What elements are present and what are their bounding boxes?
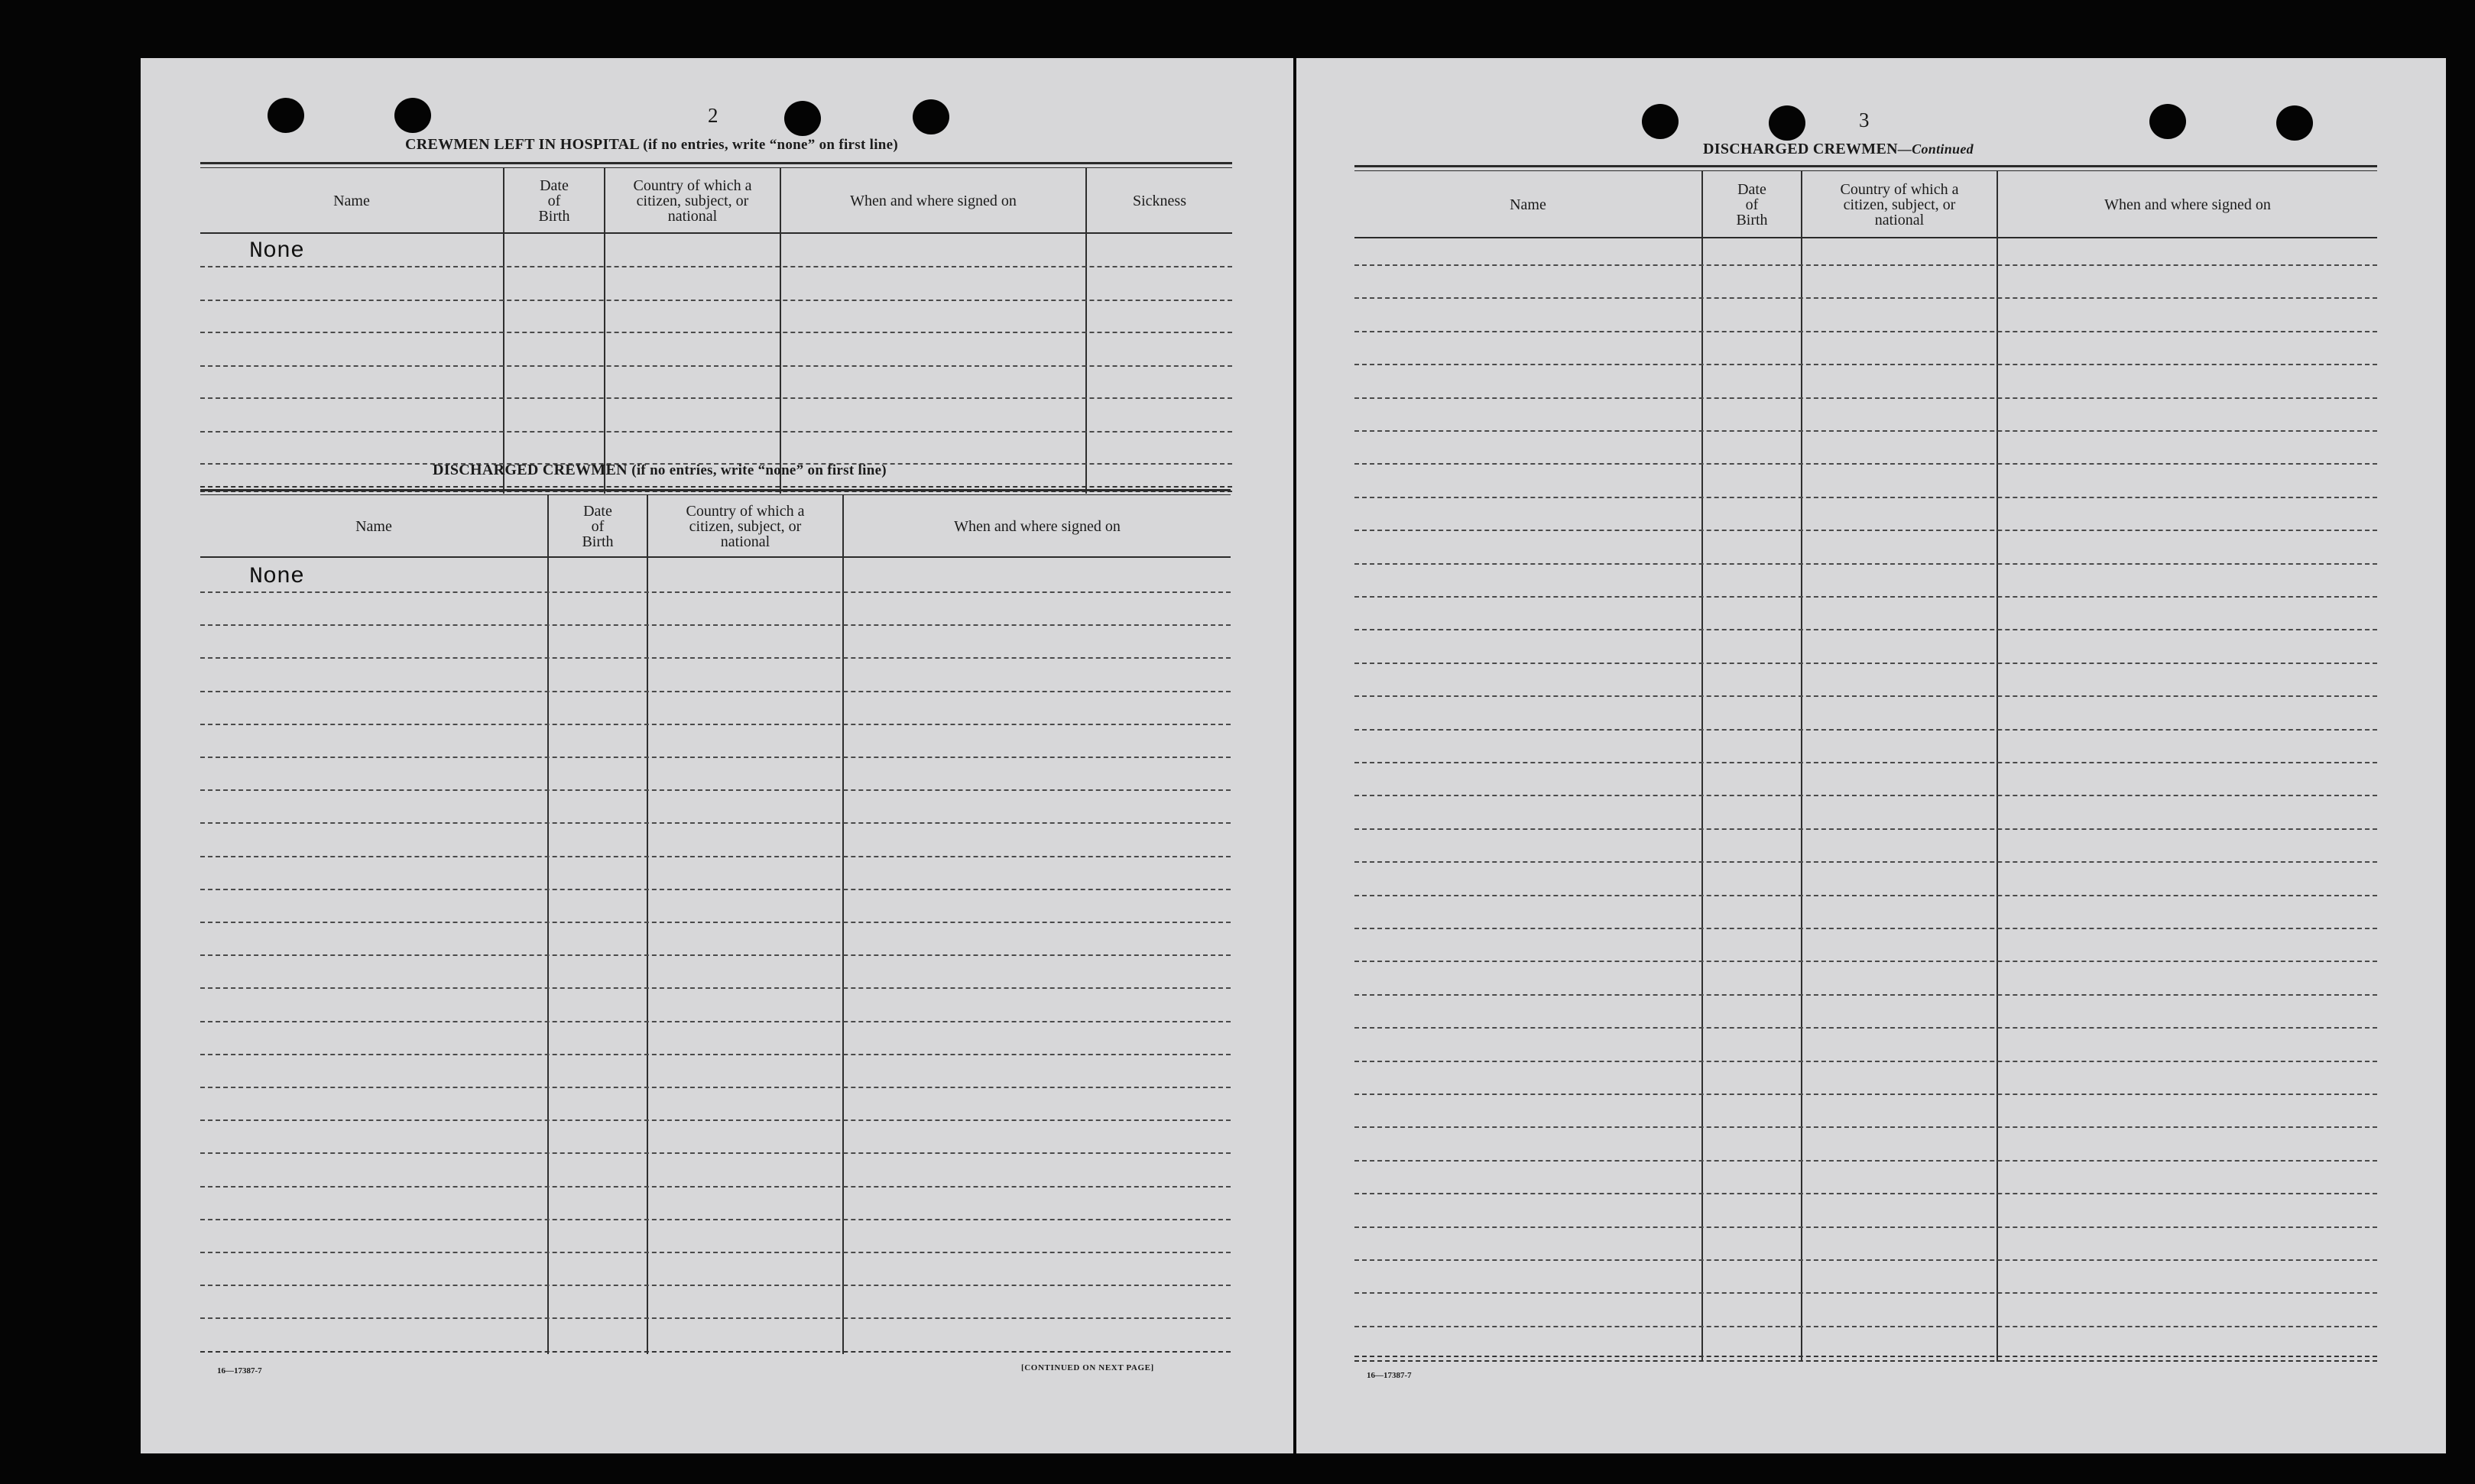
column-divider: [1701, 171, 1703, 1362]
discharged-title-text: DISCHARGED CREWMEN: [433, 462, 628, 478]
table-bottom-rule: [200, 486, 1232, 488]
table-row: [1354, 497, 2377, 498]
column-header-date-of-birth: Date of Birth: [538, 177, 570, 225]
discharged-continued-table: [1354, 165, 2377, 1362]
discharged-section-title: [433, 462, 887, 479]
table-row: [1354, 1292, 2377, 1294]
table-row: [200, 789, 1231, 791]
punch-hole: [784, 101, 821, 136]
table-row: [200, 822, 1231, 824]
continued-note: [CONTINUED ON NEXT PAGE]: [1021, 1363, 1154, 1372]
table-row: [1354, 895, 2377, 896]
table-row: [200, 431, 1232, 433]
hospital-title-note: (if no entries, write “none” on first line): [643, 137, 899, 153]
discharged-table: [200, 489, 1231, 1354]
hospital-section-title: [405, 136, 898, 154]
table-row: [200, 922, 1231, 923]
table-row: [1354, 961, 2377, 962]
table-row: [200, 1285, 1231, 1286]
table-row: [200, 1087, 1231, 1088]
column-header-date-of-birth: Date of Birth: [1736, 181, 1768, 228]
table-rule: [200, 489, 1231, 491]
table-row: [1354, 463, 2377, 465]
column-header-signed-on: When and where signed on: [954, 518, 1121, 535]
entry-text: None: [249, 564, 305, 590]
column-header-signed-on: When and where signed on: [2104, 196, 2271, 213]
table-row: [200, 757, 1231, 758]
table-row: [200, 332, 1232, 333]
table-bottom-rule: [1354, 1360, 2377, 1362]
table-row: [1354, 1326, 2377, 1327]
left-page: [141, 58, 1293, 1453]
table-row: [200, 1021, 1231, 1022]
column-header-signed-on: When and where signed on: [850, 193, 1017, 209]
table-row: [200, 365, 1232, 367]
table-row: [1354, 1193, 2377, 1194]
table-row: [200, 397, 1232, 399]
table-row: [200, 1252, 1231, 1253]
table-row: [1354, 563, 2377, 565]
continued-label: —Continued: [1897, 141, 1974, 157]
table-row: [1354, 1027, 2377, 1029]
column-header-name: Name: [333, 193, 370, 209]
column-divider: [604, 168, 605, 494]
table-row: [1354, 530, 2377, 531]
table-row: [200, 1054, 1231, 1055]
table-row: [1354, 264, 2377, 266]
column-divider: [780, 168, 781, 494]
table-row: [1354, 695, 2377, 697]
right-page: [1296, 58, 2446, 1453]
table-rule: [1354, 165, 2377, 167]
table-row: [1354, 828, 2377, 830]
table-row: [1354, 729, 2377, 731]
punch-hole: [268, 98, 304, 133]
table-row: [1354, 1259, 2377, 1261]
table-row: [1354, 795, 2377, 796]
table-row: [1354, 430, 2377, 432]
table-row: [200, 1152, 1231, 1154]
table-row: [200, 657, 1231, 659]
table-row: [200, 266, 1232, 267]
table-row: [1354, 397, 2377, 399]
discharged-title-note: (if no entries, write “none” on first line): [631, 462, 887, 478]
column-header-country: Country of which a citizen, subject, or national: [633, 177, 752, 225]
continued-section-title: [1703, 141, 1974, 158]
table-row: [1354, 663, 2377, 664]
table-bottom-rule: [1354, 1356, 2377, 1357]
table-row: [1354, 994, 2377, 996]
table-row: [1354, 1126, 2377, 1128]
table-row: [200, 987, 1231, 989]
punch-hole: [1769, 105, 1805, 141]
table-row: [1354, 1094, 2377, 1095]
table-row: [200, 300, 1232, 301]
column-divider: [1801, 171, 1802, 1362]
table-row: [1354, 629, 2377, 630]
column-header-country: Country of which a citizen, subject, or national: [1840, 181, 1959, 228]
table-row: [200, 954, 1231, 956]
continued-title-text: DISCHARGED CREWMEN: [1703, 141, 1898, 157]
table-row: [200, 1317, 1231, 1319]
page-number: 2: [708, 104, 718, 127]
table-row: [1354, 596, 2377, 598]
column-header-name: Name: [355, 518, 392, 535]
table-row: [200, 1119, 1231, 1121]
table-row: [200, 889, 1231, 890]
table-rule: [200, 162, 1232, 164]
header-rule: [1354, 237, 2377, 238]
table-row: [200, 691, 1231, 692]
table-row: [1354, 928, 2377, 929]
column-divider: [1997, 171, 1998, 1362]
column-header-country: Country of which a citizen, subject, or national: [686, 503, 805, 550]
header-rule: [200, 556, 1231, 558]
hospital-title-text: CREWMEN LEFT IN HOSPITAL: [405, 136, 639, 153]
hospital-table: [200, 162, 1232, 494]
punch-hole: [1642, 104, 1679, 139]
column-header-name: Name: [1510, 196, 1546, 213]
table-rule: [200, 494, 1231, 495]
column-header-sickness: Sickness: [1133, 193, 1186, 209]
punch-hole: [2149, 104, 2186, 139]
table-row: [200, 856, 1231, 857]
column-header-date-of-birth: Date of Birth: [582, 503, 614, 550]
punch-hole: [394, 98, 431, 133]
header-rule: [200, 232, 1232, 234]
table-row: [200, 624, 1231, 626]
table-row: [1354, 762, 2377, 763]
punch-hole: [2276, 105, 2313, 141]
form-code: 16—17387-7: [217, 1366, 262, 1375]
table-row: [1354, 861, 2377, 863]
table-row: [1354, 1160, 2377, 1162]
table-row: [1354, 297, 2377, 299]
table-row: [200, 1219, 1231, 1220]
punch-hole: [913, 99, 949, 134]
page-number: 3: [1859, 109, 1870, 131]
table-rule: [1354, 170, 2377, 171]
table-bottom-rule: [200, 1351, 1231, 1353]
table-row: [1354, 331, 2377, 332]
table-row: [1354, 1226, 2377, 1228]
table-row: [200, 1186, 1231, 1188]
table-row: [200, 591, 1231, 593]
table-rule: [200, 167, 1232, 168]
column-divider: [503, 168, 504, 494]
column-divider: [1085, 168, 1087, 494]
entry-text: None: [249, 238, 305, 264]
table-row: [1354, 1061, 2377, 1062]
table-row: [1354, 364, 2377, 365]
form-code: 16—17387-7: [1367, 1371, 1412, 1380]
table-row: [200, 724, 1231, 725]
